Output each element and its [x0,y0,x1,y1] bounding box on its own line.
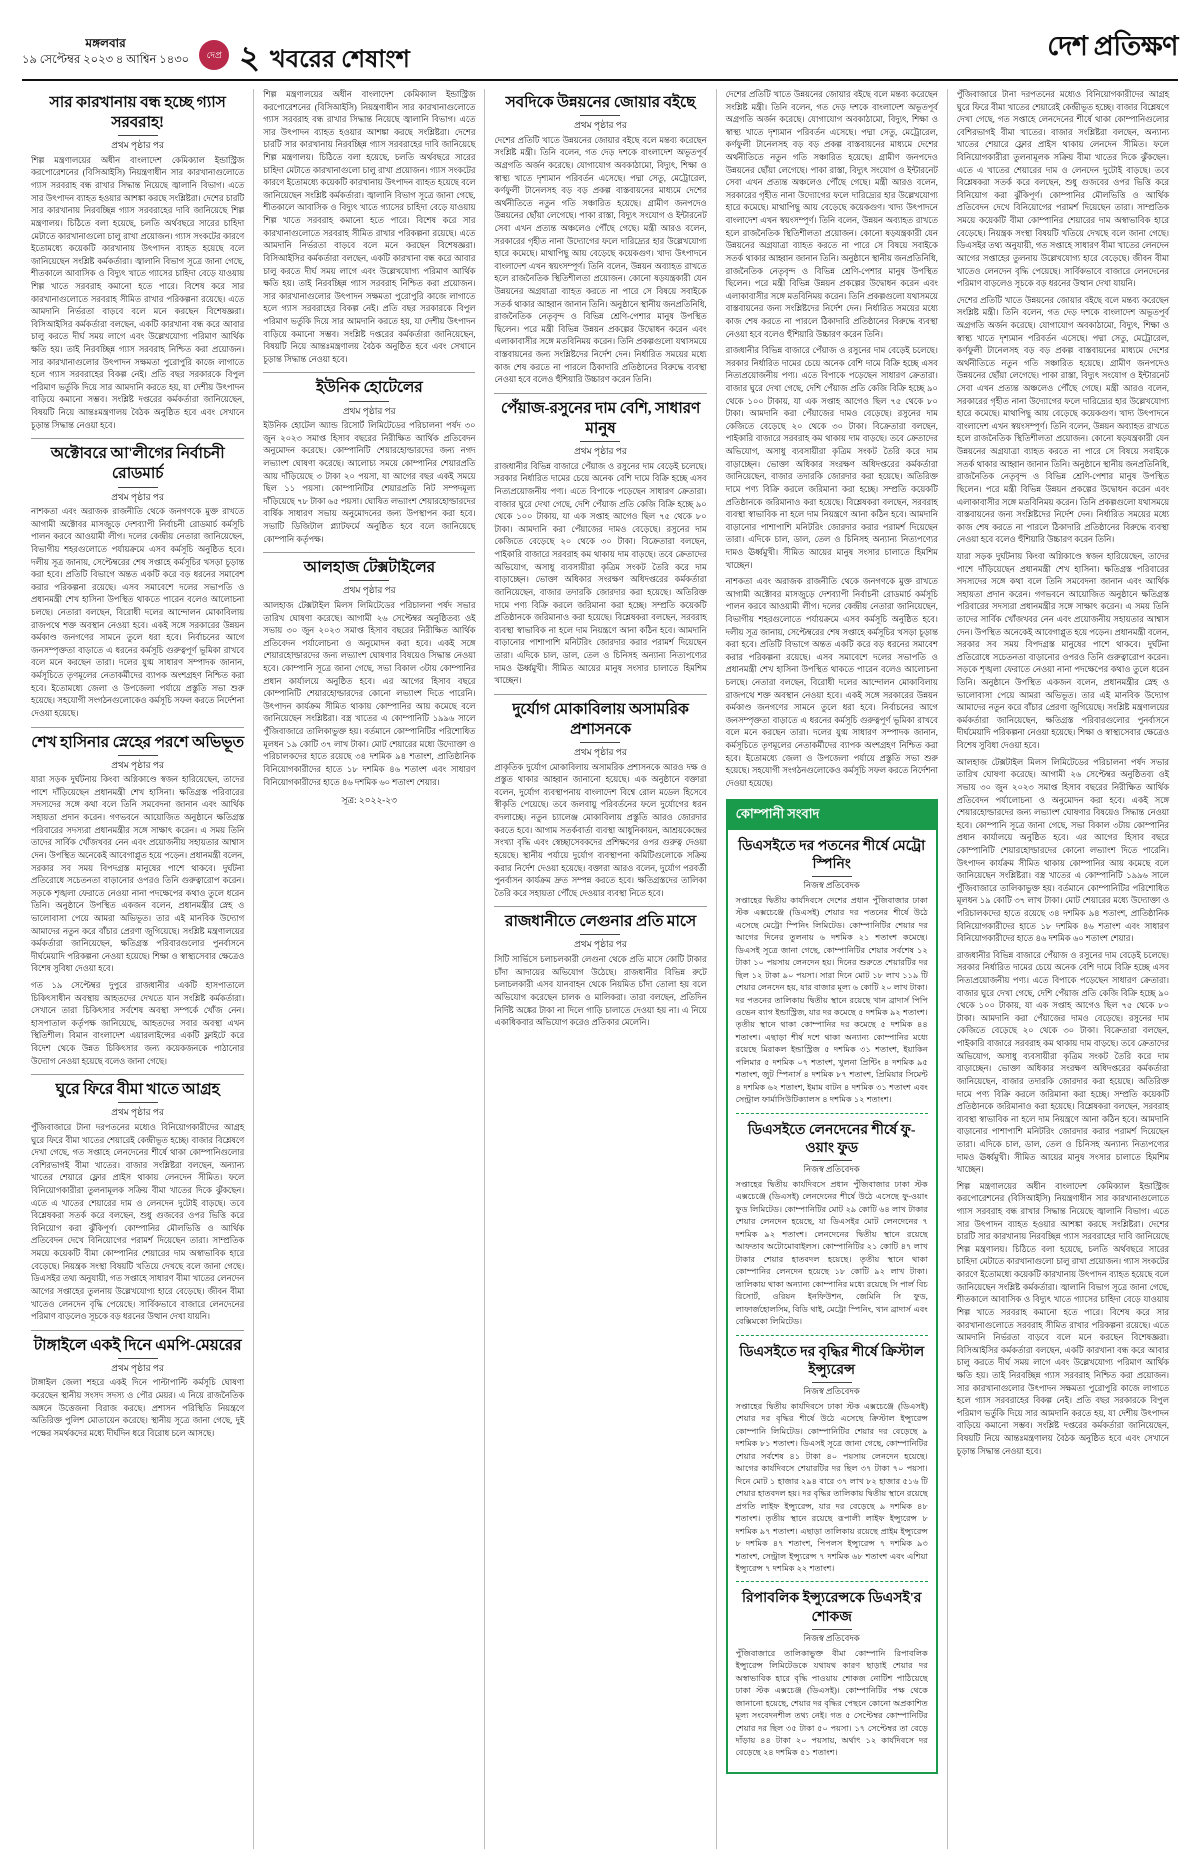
company-news-box [726,799,938,1774]
byline-text: প্রথম পৃষ্ঠার পর [111,491,164,502]
headline-sheikh-hasina: শেখ হাসিনার স্নেহের পরশে অভিভূত [31,733,244,751]
body-col5-continuation-6: শিল্প মন্ত্রণালয়ের অধীন বাংলাদেশ কেমিক্যাল ইন্ডাস্ট্রিজ করপোরেশনের (বিসিআইসি) নিয়ন্ত্রণাধীন সার কারখানাগুলোতে গ্যাস সরবরাহ বন্ধ রাখার সিদ্ধান্ত নিয়েছে জ্বালানি বিভাগ। এতে সার উৎপাদন ব্যাহত হওয়ার আশঙ্কা করছে সংশ্লিষ্টরা। দেশের চারটি সার কারখানায় নিরবচ্ছিন্ন গ্যাস সরবরাহের দাবি জানিয়েছে শিল্প মন্ত্রণালয়। চিঠিতে বলা হয়েছে, চলতি অর্থবছরে সারের চাহিদা মেটাতে কারখানাগুলো চালু রাখা প্রয়োজন। গ্যাস সংকটের কারণে ইতোমধ্যে কয়েকটি কারখানায় উৎপাদন ব্যাহত হয়েছে বলে জানিয়েছেন সংশ্লিষ্ট কর্মকর্তারা। জ্বালানি বিভাগ সূত্রে জানা গেছে, শীতকালে আবাসিক ও বিদ্যুৎ খাতে গ্যাসের চাহিদা বেড়ে যাওয়ায় শিল্প খাতে সরবরাহ কমানো হতে পারে। বিশেষ করে সার কারখানাগুলোতে সরবরাহ সীমিত রাখার পরিকল্পনা রয়েছে। এতে আমদানি নির্ভরতা বাড়বে বলে মনে করছেন বিশেষজ্ঞরা। বিসিআইসির কর্মকর্তারা বলছেন, একটি কারখানা বন্ধ করে আবার চালু করতে দীর্ঘ সময় লাগে এবং উল্লেখযোগ্য পরিমাণ আর্থিক ক্ষতি হয়। তাই নিরবচ্ছিন্ন গ্যাস সরবরাহ নিশ্চিত করা প্রয়োজন। সার কারখানাগুলোর উৎপাদন সক্ষমতা পুরোপুরি কাজে লাগাতে হলে গ্যাস সরবরাহের বিকল্প নেই। প্রতি বছর সরকারকে বিপুল পরিমাণ ভর্তুকি দিয়ে সার আমদানি করতে হয়, যা দেশীয় উৎপাদন বাড়িয়ে কমানো সম্ভব। সংশ্লিষ্ট দপ্তরের কর্মকর্তারা জানিয়েছেন, বিষয়টি নিয়ে আন্তঃমন্ত্রণালয় বৈঠক অনুষ্ঠিত হবে এবং সেখানে চূড়ান্ত সিদ্ধান্ত নেওয়া হবে। [956,1181,1169,1456]
headline-sar-karkhana: সার কারখানায় বন্ধ হচ্ছে গ্যাস সরবরাহ! [49,94,226,132]
company-headline-fuwang-food: ডিএসইতে লেনদেনের শীর্ষে ফু-ওয়াং ফুড [747,1122,916,1156]
divider [494,906,706,907]
masthead-left [22,34,410,73]
byline-continued-4 [31,1102,244,1119]
body-awami-roadmarch: নাশকতা এবং অরাজক রাজনীতি থেকে জনগণকে মুক্ত রাখতে আগামী অক্টোবর মাসজুড়ে দেশব্যাপী নির্বাচনী রোডমার্চ কর্মসূচি পালন করবে আওয়ামী লীগ। দলের কেন্দ্রীয় নেতারা জানিয়েছেন, বিভাগীয় শহরগুলোতে পর্যায়ক্রমে এসব কর্মসূচি অনুষ্ঠিত হবে। দলীয় সূত্র জানায়, সেপ্টেম্বরের শেষ সপ্তাহে কর্মসূচির খসড়া চূড়ান্ত করা হবে। প্রতিটি বিভাগে অন্তত একটি করে বড় ধরনের সমাবেশ করার পরিকল্পনা রয়েছে। এসব সমাবেশে দলের সভাপতি ও প্রধানমন্ত্রী শেখ হাসিনা উপস্থিত থাকতে পারেন বলেও আলোচনা চলছে। নেতারা বলছেন, বিরোধী দলের আন্দোলন মোকাবিলায় রাজপথে শক্ত অবস্থান নেওয়া হবে। একই সঙ্গে সরকারের উন্নয়ন কর্মকাণ্ড জনগণের সামনে তুলে ধরা হবে। নির্বাচনের আগে জনসম্পৃক্ততা বাড়াতে এ ধরনের কর্মসূচি গুরুত্বপূর্ণ ভূমিকা রাখবে বলে মনে করছেন তারা। দলের যুগ্ম সাধারণ সম্পাদক জানান, কর্মসূচিতে তৃণমূলের নেতাকর্মীদের ব্যাপক অংশগ্রহণ নিশ্চিত করা হবে। ইতোমধ্যে জেলা ও উপজেলা পর্যায়ে প্রস্তুতি সভা শুরু হয়েছে। সহযোগী সংগঠনগুলোকেও কর্মসূচি সফল করতে নির্দেশনা দেওয়া হয়েছে। [31,507,245,718]
alhaj-source-note: সূত্র: ২০২২-২৩ [341,795,397,806]
masthead-date: ১৯ সেপ্টেম্বর ২০২৩ ৪ আশ্বিন ১৪৩০ [22,53,190,66]
column-grid [22,89,1178,1849]
masthead [22,26,1178,81]
byline-continued-2 [31,487,244,504]
company-headline-crystal-insurance: ডিএসইতে দর বৃদ্ধির শীর্ষে ক্রিস্টাল ইন্স্যুরেন্স [739,1344,925,1378]
body-bima-khat: পুঁজিবাজারে টানা দরপতনের মধ্যেও বিনিয়োগকারীদের আগ্রহ ঘুরে ফিরে বীমা খাতের শেয়ারেই কেন্দ্রীভূত হচ্ছে। বাজার বিশ্লেষণে দেখা গেছে, গত সপ্তাহে লেনদেনের শীর্ষে থাকা কোম্পানিগুলোর বেশিরভাগই বীমা খাতের। বাজার সংশ্লিষ্টরা বলছেন, অন্যান্য খাতের শেয়ারে ফ্লোর প্রাইস থাকায় লেনদেন সীমিত। ফলে বিনিয়োগকারীরা তুলনামূলক সক্রিয় বীমা খাতের দিকে ঝুঁকছেন। এতে এ খাতের শেয়ারের দাম ও লেনদেন দুটোই বাড়ছে। তবে বিশ্লেষকরা সতর্ক করে বলছেন, শুধু গুজবের ওপর ভিত্তি করে বিনিয়োগ করা ঝুঁকিপূর্ণ। কোম্পানির মৌলভিত্তি ও আর্থিক প্রতিবেদন দেখে বিনিয়োগের পরামর্শ দিয়েছেন তারা। সাম্প্রতিক সময়ে কয়েকটি বীমা কোম্পানির শেয়ারের দাম অস্বাভাবিক হারে বেড়েছে। নিয়ন্ত্রক সংস্থা বিষয়টি খতিয়ে দেখছে বলে জানা গেছে। ডিএসইর তথ্য অনুযায়ী, গত সপ্তাহে সাধারণ বীমা খাতের লেনদেন আগের সপ্তাহের তুলনায় উল্লেখযোগ্য হারে বেড়েছে। জীবন বীমা খাতেও লেনদেন বৃদ্ধি পেয়েছে। সার্বিকভাবে বাজারে লেনদেনের পরিমাণ বাড়লেও সূচকে বড় ধরনের উত্থান দেখা যায়নি। [31,1123,245,1322]
brand-logo: দেশ প্রতিক্ষণ [1047,31,1178,61]
byline-text: প্রথম পৃষ্ঠার পর [342,405,396,416]
body-col5-continuation-3: যারা সড়ক দুর্ঘটনায় কিংবা অগ্নিকাণ্ডে স্বজন হারিয়েছেন, তাদের পাশে দাঁড়িয়েছেন প্রধানমন্ত্রী শেখ হাসিনা। ক্ষতিগ্রস্ত পরিবারের সদস্যদের সঙ্গে কথা বলে তিনি সমবেদনা জানান এবং আর্থিক সহায়তা প্রদান করেন। গণভবনে আয়োজিত অনুষ্ঠানে ক্ষতিগ্রস্ত পরিবারের সদস্যরা প্রধানমন্ত্রীর সঙ্গে সাক্ষাৎ করেন। এ সময় তিনি তাদের সার্বিক খোঁজখবর নেন এবং প্রয়োজনীয় সহায়তার আশ্বাস দেন। উপস্থিত অনেকেই আবেগাপ্লুত হয়ে পড়েন। প্রধানমন্ত্রী বলেন, সরকার সব সময় বিপদগ্রস্ত মানুষের পাশে থাকবে। দুর্ঘটনা প্রতিরোধে সচেতনতা বাড়ানোর ওপরও তিনি গুরুত্বারোপ করেন। সড়কে শৃঙ্খলা ফেরাতে নেওয়া নানা পদক্ষেপের কথাও তুলে ধরেন তিনি। অনুষ্ঠানে উপস্থিত একজন বলেন, প্রধানমন্ত্রীর স্নেহ ও ভালোবাসা পেয়ে আমরা অভিভূত। তার এই মানবিক উদ্যোগ আমাদের নতুন করে বাঁচার প্রেরণা জুগিয়েছে। সংশ্লিষ্ট মন্ত্রণালয়ের কর্মকর্তারা জানিয়েছেন, ক্ষতিগ্রস্ত পরিবারগুলোর পুনর্বাসনে দীর্ঘমেয়াদি পরিকল্পনা নেওয়া হয়েছে। শিক্ষা ও স্বাস্থ্যসেবার ক্ষেত্রেও বিশেষ সুবিধা দেওয়া হবে। [956,551,1169,751]
byline-continued-3 [31,755,244,772]
company-news-item-2 [736,1113,928,1329]
company-news-title: কোম্পানী সংবাদ [728,801,936,830]
byline-text: প্রথম পৃষ্ঠার পর [111,1107,164,1118]
byline-text: প্রথম পৃষ্ঠার পর [574,446,627,457]
company-news-item-4 [736,1581,928,1759]
body-col5-continuation-1: পুঁজিবাজারে টানা দরপতনের মধ্যেও বিনিয়োগকারীদের আগ্রহ ঘুরে ফিরে বীমা খাতের শেয়ারেই কেন্দ্রীভূত হচ্ছে। বাজার বিশ্লেষণে দেখা গেছে, গত সপ্তাহে লেনদেনের শীর্ষে থাকা কোম্পানিগুলোর বেশিরভাগই বীমা খাতের। বাজার সংশ্লিষ্টরা বলছেন, অন্যান্য খাতের শেয়ারে ফ্লোর প্রাইস থাকায় লেনদেন সীমিত। ফলে বিনিয়োগকারীরা তুলনামূলক সক্রিয় বীমা খাতের দিকে ঝুঁকছেন। এতে এ খাতের শেয়ারের দাম ও লেনদেন দুটোই বাড়ছে। তবে বিশ্লেষকরা সতর্ক করে বলছেন, শুধু গুজবের ওপর ভিত্তি করে বিনিয়োগ করা ঝুঁকিপূর্ণ। কোম্পানির মৌলভিত্তি ও আর্থিক প্রতিবেদন দেখে বিনিয়োগের পরামর্শ দিয়েছেন তারা। সাম্প্রতিক সময়ে কয়েকটি বীমা কোম্পানির শেয়ারের দাম অস্বাভাবিক হারে বেড়েছে। নিয়ন্ত্রক সংস্থা বিষয়টি খতিয়ে দেখছে বলে জানা গেছে। ডিএসইর তথ্য অনুযায়ী, গত সপ্তাহে সাধারণ বীমা খাতের লেনদেন আগের সপ্তাহের তুলনায় উল্লেখযোগ্য হারে বেড়েছে। জীবন বীমা খাতেও লেনদেন বৃদ্ধি পেয়েছে। সার্বিকভাবে বাজারে লেনদেনের পরিমাণ বাড়লেও সূচকে বড় ধরনের উত্থান দেখা যায়নি। [956,90,1169,289]
masthead-badge-icon: দেপ্র [199,40,229,70]
company-headline-metro-spinning: ডিএসইতে দর পতনের শীর্ষে মেট্রো স্পিনিং [738,838,926,872]
byline-text: প্রথম পৃষ্ঠার পর [111,140,164,151]
byline-continued-11 [494,934,706,951]
divider [494,694,706,695]
company-byline-1 [736,876,928,892]
byline-continued-9 [494,441,706,458]
divider [31,1074,244,1075]
body-sheikh-hasina: যারা সড়ক দুর্ঘটনায় কিংবা অগ্নিকাণ্ডে স্বজন হারিয়েছেন, তাদের পাশে দাঁড়িয়েছেন প্রধানমন্ত্রী শেখ হাসিনা। ক্ষতিগ্রস্ত পরিবারের সদস্যদের সঙ্গে কথা বলে তিনি সমবেদনা জানান এবং আর্থিক সহায়তা প্রদান করেন। গণভবনে আয়োজিত অনুষ্ঠানে ক্ষতিগ্রস্ত পরিবারের সদস্যরা প্রধানমন্ত্রীর সঙ্গে সাক্ষাৎ করেন। এ সময় তিনি তাদের সার্বিক খোঁজখবর নেন এবং প্রয়োজনীয় সহায়তার আশ্বাস দেন। উপস্থিত অনেকেই আবেগাপ্লুত হয়ে পড়েন। প্রধানমন্ত্রী বলেন, সরকার সব সময় বিপদগ্রস্ত মানুষের পাশে থাকবে। দুর্ঘটনা প্রতিরোধে সচেতনতা বাড়ানোর ওপরও তিনি গুরুত্বারোপ করেন। সড়কে শৃঙ্খলা ফেরাতে নেওয়া নানা পদক্ষেপের কথাও তুলে ধরেন তিনি। অনুষ্ঠানে উপস্থিত একজন বলেন, প্রধানমন্ত্রীর স্নেহ ও ভালোবাসা পেয়ে আমরা অভিভূত। তার এই মানবিক উদ্যোগ আমাদের নতুন করে বাঁচার প্রেরণা জুগিয়েছে। সংশ্লিষ্ট মন্ত্রণালয়ের কর্মকর্তারা জানিয়েছেন, ক্ষতিগ্রস্ত পরিবারগুলোর পুনর্বাসনে দীর্ঘমেয়াদি পরিকল্পনা নেওয়া হয়েছে। শিক্ষা ও স্বাস্থ্যসেবার ক্ষেত্রেও বিশেষ সুবিধা দেওয়া হবে। [31,775,245,974]
company-body-3: সপ্তাহের দ্বিতীয় কার্যদিবসে ঢাকা স্টক এক্সচেঞ্জে (ডিএসই) শেয়ার দর বৃদ্ধির শীর্ষে উঠে এসেছে ক্রিস্টাল ইন্স্যুরেন্স কোম্পানি লিমিটেড। কোম্পানিটির শেয়ার দর বেড়েছে ৯ দশমিক ৮১ শতাংশ। ডিএসই সূত্রে জানা গেছে, কোম্পানিটির শেয়ার সর্বশেষ ৪১ টাকা ৪০ পয়সায় লেনদেন হয়েছে। আগের কার্যদিবসে শেয়ারটির দর ছিল ৩৭ টাকা ৭০ পয়সা। দিনে মোট ১ হাজার ২৯৪ বারে ৩৭ লাখ ৮২ হাজার ৫১৬ টি শেয়ার হাতবদল হয়। দর বৃদ্ধির তালিকায় দ্বিতীয় স্থানে রয়েছে প্রগতি লাইফ ইন্স্যুরেন্স, যার দর বেড়েছে ৯ দশমিক ৪৮ শতাংশ। তৃতীয় স্থানে রয়েছে রূপালী লাইফ ইন্স্যুরেন্স ৮ দশমিক ৯৭ শতাংশ। এছাড়া তালিকায় রয়েছে প্রাইম ইন্স্যুরেন্স ৮ দশমিক ৪৭ শতাংশ, পিপলস ইন্স্যুরেন্স ৭ দশমিক ৯৩ শতাংশ, সেন্ট্রাল ইন্স্যুরেন্স ৭ দশমিক ৬৮ শতাংশ এবং এশিয়া ইন্স্যুরেন্স ৭ দশমিক ২২ শতাংশ। [735,1401,928,1573]
company-news-item-1 [736,838,928,1107]
company-headline-republic-insurance: রিপাবলিক ইন্স্যুরেন্সকে ডিএসই'র শোকজ [741,1591,922,1625]
company-byline-4 [736,1629,928,1645]
byline-continued-10 [494,742,706,759]
byline-text: নিজস্ব প্রতিবেদক [803,1386,860,1397]
body-leguna: সিটি সার্ভিসে চলাচলকারী লেগুনা থেকে প্রতি মাসে কোটি টাকার চাঁদা আদায়ের অভিযোগ উঠেছে। রাজধানীর বিভিন্ন রুটে চলাচলকারী এসব যানবাহন থেকে নিয়মিত চাঁদা তোলা হয় বলে অভিযোগ করেছেন চালক ও মালিকরা। তারা বলছেন, প্রতিদিন নির্দিষ্ট অঙ্কের টাকা না দিলে গাড়ি চালাতে দেওয়া হয় না। এ নিয়ে একাধিকবার অভিযোগ করেও প্রতিকার মেলেনি। [494,955,707,1028]
body-sheikh-hasina-2: গত ১৯ সেপ্টেম্বর দুপুরে রাজধানীর একটি হাসপাতালে চিকিৎসাধীন অবস্থায় আহতদের দেখতে যান সংশ্লিষ্ট কর্মকর্তারা। সেখানে তারা চিকিৎসার সর্বশেষ অবস্থা সম্পর্কে খোঁজ নেন। হাসপাতাল কর্তৃপক্ষ জানিয়েছে, আহতদের সবার অবস্থা এখন স্থিতিশীল। বিমান বাংলাদেশ এয়ারলাইন্সের একটি ফ্লাইটে করে বিদেশ থেকে উন্নত চিকিৎসার জন্য কয়েকজনকে পাঠানোর উদ্যোগ নেওয়া হয়েছে বলেও জানা গেছে। [31,981,245,1066]
byline-text: নিজস্ব প্রতিবেদক [803,1632,860,1643]
masthead-date-block [22,34,189,73]
headline-unnoyon-joyar: সবদিকে উন্নয়নের জোয়ার বইছে [505,94,696,111]
byline-continued-5 [31,1358,244,1375]
company-news-inner [728,830,936,1772]
byline-text: প্রথম পৃষ্ঠার পর [574,747,627,758]
page-number: ২ [239,39,260,75]
divider [263,372,475,373]
body-unnoyon-joyar: দেশের প্রতিটি খাতে উন্নয়নের জোয়ার বইছে বলে মন্তব্য করেছেন সংশ্লিষ্ট মন্ত্রী। তিনি বলেন, গত দেড় দশকে বাংলাদেশ অভূতপূর্ব অগ্রগতি অর্জন করেছে। যোগাযোগ অবকাঠামো, বিদ্যুৎ, শিক্ষা ও স্বাস্থ্য খাতে দৃশ্যমান পরিবর্তন এসেছে। পদ্মা সেতু, মেট্রোরেল, কর্ণফুলী টানেলসহ বড় বড় প্রকল্প বাস্তবায়নের মাধ্যমে দেশের অর্থনীতিতে নতুন গতি সঞ্চারিত হয়েছে। গ্রামীণ জনপদেও উন্নয়নের ছোঁয়া লেগেছে। পাকা রাস্তা, বিদ্যুৎ সংযোগ ও ইন্টারনেট সেবা এখন প্রত্যন্ত অঞ্চলেও পৌঁছে গেছে। মন্ত্রী আরও বলেন, সরকারের গৃহীত নানা উদ্যোগের ফলে দারিদ্র্যের হার উল্লেখযোগ্য হারে কমেছে। মাথাপিছু আয় বেড়েছে কয়েকগুণ। খাদ্য উৎপাদনে বাংলাদেশ এখন স্বয়ংসম্পূর্ণ। তিনি বলেন, উন্নয়ন অব্যাহত রাখতে হলে রাজনৈতিক স্থিতিশীলতা প্রয়োজন। কোনো ষড়যন্ত্রকারী যেন উন্নয়নের অগ্রযাত্রা ব্যাহত করতে না পারে সে বিষয়ে সবাইকে সতর্ক থাকার আহ্বান জানান তিনি। অনুষ্ঠানে স্থানীয় জনপ্রতিনিধি, রাজনৈতিক নেতৃবৃন্দ ও বিভিন্ন শ্রেণি-পেশার মানুষ উপস্থিত ছিলেন। পরে মন্ত্রী বিভিন্ন উন্নয়ন প্রকল্পের উদ্বোধন করেন এবং এলাকাবাসীর সঙ্গে মতবিনিময় করেন। তিনি প্রকল্পগুলো যথাসময়ে বাস্তবায়নের জন্য সংশ্লিষ্টদের নির্দেশ দেন। নির্ধারিত সময়ের মধ্যে কাজ শেষ করতে না পারলে ঠিকাদারি প্রতিষ্ঠানের বিরুদ্ধে ব্যবস্থা নেওয়া হবে বলেও হুঁশিয়ারি উচ্চারণ করেন তিনি। [494,135,707,385]
column-3 [484,89,715,1849]
body-col5-continuation-4: আলহাজ টেক্সটাইল মিলস লিমিটেডের পরিচালনা পর্ষদ সভার তারিখ ঘোষণা করেছে। আগামী ২৬ সেপ্টেম্বর অনুষ্ঠিতব্য ওই সভায় ৩০ জুন ২০২৩ সমাপ্ত হিসাব বছরের নিরীক্ষিত আর্থিক প্রতিবেদন পর্যালোচনা ও অনুমোদন করা হবে। একই সঙ্গে শেয়ারহোল্ডারদের জন্য লভ্যাংশ ঘোষণার বিষয়েও সিদ্ধান্ত নেওয়া হবে। কোম্পানি সূত্রে জানা গেছে, সভা বিকাল ৩টায় কোম্পানির প্রধান কার্যালয়ে অনুষ্ঠিত হবে। এর আগের হিসাব বছরে কোম্পানিটি শেয়ারহোল্ডারদের কোনো লভ্যাংশ দিতে পারেনি। উৎপাদন কার্যক্রম সীমিত থাকায় কোম্পানির আয় কমেছে বলে জানিয়েছেন সংশ্লিষ্টরা। বস্ত্র খাতের এ কোম্পানিটি ১৯৯৬ সালে পুঁজিবাজারে তালিকাভুক্ত হয়। বর্তমানে কোম্পানিটির পরিশোধিত মূলধন ১৯ কোটি ৩৭ লাখ টাকা। মোট শেয়ারের মধ্যে উদ্যোক্তা ও পরিচালকদের হাতে রয়েছে ৩৪ দশমিক ৯৪ শতাংশ, প্রাতিষ্ঠানিক বিনিয়োগকারীদের হাতে ১৮ দশমিক ৪৬ শতাংশ এবং সাধারণ বিনিয়োগকারীদের হাতে ৪৬ দশমিক ৬০ শতাংশ শেয়ার। [956,757,1169,944]
byline-text: প্রথম পৃষ্ঠার পর [111,1362,164,1373]
divider [31,1330,244,1331]
byline-continued-6 [263,401,475,418]
headline-unique-hotel: ইউনিক হোটেলের [315,379,423,397]
body-sar-karkhana: শিল্প মন্ত্রণালয়ের অধীন বাংলাদেশ কেমিক্যাল ইন্ডাস্ট্রিজ করপোরেশনের (বিসিআইসি) নিয়ন্ত্রণাধীন সার কারখানাগুলোতে গ্যাস সরবরাহ বন্ধ রাখার সিদ্ধান্ত নিয়েছে জ্বালানি বিভাগ। এতে সার উৎপাদন ব্যাহত হওয়ার আশঙ্কা করছে সংশ্লিষ্টরা। দেশের চারটি সার কারখানায় নিরবচ্ছিন্ন গ্যাস সরবরাহের দাবি জানিয়েছে শিল্প মন্ত্রণালয়। চিঠিতে বলা হয়েছে, চলতি অর্থবছরে সারের চাহিদা মেটাতে কারখানাগুলো চালু রাখা প্রয়োজন। গ্যাস সংকটের কারণে ইতোমধ্যে কয়েকটি কারখানায় উৎপাদন ব্যাহত হয়েছে বলে জানিয়েছেন সংশ্লিষ্ট কর্মকর্তারা। জ্বালানি বিভাগ সূত্রে জানা গেছে, শীতকালে আবাসিক ও বিদ্যুৎ খাতে গ্যাসের চাহিদা বেড়ে যাওয়ায় শিল্প খাতে সরবরাহ কমানো হতে পারে। বিশেষ করে সার কারখানাগুলোতে সরবরাহ সীমিত রাখার পরিকল্পনা রয়েছে। এতে আমদানি নির্ভরতা বাড়বে বলে মনে করছেন বিশেষজ্ঞরা। বিসিআইসির কর্মকর্তারা বলছেন, একটি কারখানা বন্ধ করে আবার চালু করতে দীর্ঘ সময় লাগে এবং উল্লেখযোগ্য পরিমাণ আর্থিক ক্ষতি হয়। তাই নিরবচ্ছিন্ন গ্যাস সরবরাহ নিশ্চিত করা প্রয়োজন। সার কারখানাগুলোর উৎপাদন সক্ষমতা পুরোপুরি কাজে লাগাতে হলে গ্যাস সরবরাহের বিকল্প নেই। প্রতি বছর সরকারকে বিপুল পরিমাণ ভর্তুকি দিয়ে সার আমদানি করতে হয়, যা দেশীয় উৎপাদন বাড়িয়ে কমানো সম্ভব। সংশ্লিষ্ট দপ্তরের কর্মকর্তারা জানিয়েছেন, বিষয়টি নিয়ে আন্তঃমন্ত্রণালয় বৈঠক অনুষ্ঠিত হবে এবং সেখানে চূড়ান্ত সিদ্ধান্ত নেওয়া হবে। [31,155,245,430]
column-1 [22,89,253,1849]
byline-text: প্রথম পৃষ্ঠার পর [342,585,396,596]
headline-awami-roadmarch: অক্টোবরে আ'লীগের নির্বাচনী রোডমার্চ [50,445,225,483]
masthead-day: মঙ্গলবার [85,35,126,50]
headline-bima-khat: ঘুরে ফিরে বীমা খাতে আগ্রহ [55,1081,220,1099]
section-title: খবরের শেষাংশ [269,47,410,73]
headline-alhaj-textile: আলহাজ টেক্সটাইলের [303,559,435,577]
byline-continued [31,135,244,152]
byline-text: নিজস্ব প্রতিবেদক [803,1164,860,1175]
divider [31,438,244,439]
byline-text: প্রথম পৃষ্ঠার পর [574,939,627,950]
body-col5-continuation-2: দেশের প্রতিটি খাতে উন্নয়নের জোয়ার বইছে বলে মন্তব্য করেছেন সংশ্লিষ্ট মন্ত্রী। তিনি বলেন, গত দেড় দশকে বাংলাদেশ অভূতপূর্ব অগ্রগতি অর্জন করেছে। যোগাযোগ অবকাঠামো, বিদ্যুৎ, শিক্ষা ও স্বাস্থ্য খাতে দৃশ্যমান পরিবর্তন এসেছে। পদ্মা সেতু, মেট্রোরেল, কর্ণফুলী টানেলসহ বড় বড় প্রকল্প বাস্তবায়নের মাধ্যমে দেশের অর্থনীতিতে নতুন গতি সঞ্চারিত হয়েছে। গ্রামীণ জনপদেও উন্নয়নের ছোঁয়া লেগেছে। পাকা রাস্তা, বিদ্যুৎ সংযোগ ও ইন্টারনেট সেবা এখন প্রত্যন্ত অঞ্চলেও পৌঁছে গেছে। মন্ত্রী আরও বলেন, সরকারের গৃহীত নানা উদ্যোগের ফলে দারিদ্র্যের হার উল্লেখযোগ্য হারে কমেছে। মাথাপিছু আয় বেড়েছে কয়েকগুণ। খাদ্য উৎপাদনে বাংলাদেশ এখন স্বয়ংসম্পূর্ণ। তিনি বলেন, উন্নয়ন অব্যাহত রাখতে হলে রাজনৈতিক স্থিতিশীলতা প্রয়োজন। কোনো ষড়যন্ত্রকারী যেন উন্নয়নের অগ্রযাত্রা ব্যাহত করতে না পারে সে বিষয়ে সবাইকে সতর্ক থাকার আহ্বান জানান তিনি। অনুষ্ঠানে স্থানীয় জনপ্রতিনিধি, রাজনৈতিক নেতৃবৃন্দ ও বিভিন্ন শ্রেণি-পেশার মানুষ উপস্থিত ছিলেন। পরে মন্ত্রী বিভিন্ন উন্নয়ন প্রকল্পের উদ্বোধন করেন এবং এলাকাবাসীর সঙ্গে মতবিনিময় করেন। তিনি প্রকল্পগুলো যথাসময়ে বাস্তবায়নের জন্য সংশ্লিষ্টদের নির্দেশ দেন। নির্ধারিত সময়ের মধ্যে কাজ শেষ করতে না পারলে ঠিকাদারি প্রতিষ্ঠানের বিরুদ্ধে ব্যবস্থা নেওয়া হবে বলেও হুঁশিয়ারি উচ্চারণ করেন তিনি। [956,295,1169,545]
body-tangail-mp: টাঙ্গাইল জেলা শহরে একই দিনে পাল্টাপাল্টি কর্মসূচি ঘোষণা করেছেন স্থানীয় সংসদ সদস্য ও পৌর মেয়র। এ নিয়ে রাজনৈতিক অঙ্গনে উত্তেজনা বিরাজ করছে। প্রশাসন পরিস্থিতি নিয়ন্ত্রণে অতিরিক্ত পুলিশ মোতায়েন করেছে। স্থানীয় সূত্রে জানা গেছে, দুই পক্ষের সমর্থকদের মধ্যে দীর্ঘদিন ধরে বিরোধ চলে আসছে। [31,1378,245,1438]
divider [31,727,244,728]
company-body-1: সপ্তাহের দ্বিতীয় কার্যদিবসে দেশের প্রধান পুঁজিবাজার ঢাকা স্টক এক্সচেঞ্জে (ডিএসই) শেয়ার দর পতনের শীর্ষে উঠে এসেছে মেট্রো স্পিনিং লিমিটেড। কোম্পানিটির শেয়ার দর আগের দিনের তুলনায় ৬ দশমিক ২১ শতাংশ কমেছে। ডিএসই সূত্রে জানা গেছে, কোম্পানিটির শেয়ার সর্বশেষ ১২ টাকা ১০ পয়সায় লেনদেন হয়। দিনের শুরুতে শেয়ারটির দর ছিল ১২ টাকা ৯০ পয়সা। সারা দিনে মোট ১৮ লাখ ১১৯ টি শেয়ার লেনদেন হয়, যার বাজার মূল্য ৬ কোটি ২০ লাখ টাকা। দর পতনের তালিকায় দ্বিতীয় স্থানে রয়েছে খান ব্রাদার্স পিপি ওভেন ব্যাগ ইন্ডাস্ট্রিজ, যার দর কমেছে ৫ দশমিক ৯২ শতাংশ। তৃতীয় স্থানে থাকা কোম্পানির দর কমেছে ৫ দশমিক ৪৪ শতাংশ। এছাড়া শীর্ষ দশে থাকা অন্যান্য কোম্পানির মধ্যে রয়েছে মিরাকল ইন্ডাস্ট্রিজ ৫ দশমিক ৩১ শতাংশ, ইয়াকিন পলিমার ৫ দশমিক ০৭ শতাংশ, খুলনা প্রিন্টিং ৪ দশমিক ৯৫ শতাংশ, জুট স্পিনার্স ৪ দশমিক ৮৭ শতাংশ, প্রিমিয়ার সিমেন্ট ৪ দশমিক ৬২ শতাংশ, ইমাম বাটন ৪ দশমিক ৩১ শতাংশ এবং সেন্ট্রাল ফার্মাসিউটিক্যালস ৪ দশমিক ১২ শতাংশ। [735,895,928,1105]
body-alhaj-textile: আলহাজ টেক্সটাইল মিলস লিমিটেডের পরিচালনা পর্ষদ সভার তারিখ ঘোষণা করেছে। আগামী ২৬ সেপ্টেম্বর অনুষ্ঠিতব্য ওই সভায় ৩০ জুন ২০২৩ সমাপ্ত হিসাব বছরের নিরীক্ষিত আর্থিক প্রতিবেদন পর্যালোচনা ও অনুমোদন করা হবে। একই সঙ্গে শেয়ারহোল্ডারদের জন্য লভ্যাংশ ঘোষণার বিষয়েও সিদ্ধান্ত নেওয়া হবে। কোম্পানি সূত্রে জানা গেছে, সভা বিকাল ৩টায় কোম্পানির প্রধান কার্যালয়ে অনুষ্ঠিত হবে। এর আগের হিসাব বছরে কোম্পানিটি শেয়ারহোল্ডারদের কোনো লভ্যাংশ দিতে পারেনি। উৎপাদন কার্যক্রম সীমিত থাকায় কোম্পানির আয় কমেছে বলে জানিয়েছেন সংশ্লিষ্টরা। বস্ত্র খাতের এ কোম্পানিটি ১৯৯৬ সালে পুঁজিবাজারে তালিকাভুক্ত হয়। বর্তমানে কোম্পানিটির পরিশোধিত মূলধন ১৯ কোটি ৩৭ লাখ টাকা। মোট শেয়ারের মধ্যে উদ্যোক্তা ও পরিচালকদের হাতে রয়েছে ৩৪ দশমিক ৯৪ শতাংশ, প্রাতিষ্ঠানিক বিনিয়োগকারীদের হাতে ১৮ দশমিক ৪৬ শতাংশ এবং সাধারণ বিনিয়োগকারীদের হাতে ৪৬ দশমিক ৬০ শতাংশ শেয়ার। [263,600,476,787]
column-2 [253,89,484,1849]
byline-text: প্রথম পৃষ্ঠার পর [574,120,627,131]
body-col5-continuation-5: রাজধানীর বিভিন্ন বাজারে পেঁয়াজ ও রসুনের দাম বেড়েই চলেছে। সরকার নির্ধারিত দামের চেয়ে অনেক বেশি দামে বিক্রি হচ্ছে এসব নিত্যপ্রয়োজনীয় পণ্য। এতে বিপাকে পড়েছেন সাধারণ ক্রেতারা। বাজার ঘুরে দেখা গেছে, দেশি পেঁয়াজ প্রতি কেজি বিক্রি হচ্ছে ৯০ থেকে ১০০ টাকায়, যা এক সপ্তাহ আগেও ছিল ৭৫ থেকে ৮০ টাকা। আমদানি করা পেঁয়াজের দামও বেড়েছে। রসুনের দাম কেজিতে বেড়েছে ২০ থেকে ৩০ টাকা। বিক্রেতারা বলছেন, পাইকারি বাজারে সরবরাহ কম থাকায় দাম বাড়ছে। তবে ক্রেতাদের অভিযোগ, অসাধু ব্যবসায়ীরা কৃত্রিম সংকট তৈরি করে দাম বাড়াচ্ছেন। ভোক্তা অধিকার সংরক্ষণ অধিদপ্তরের কর্মকর্তারা জানিয়েছেন, বাজার তদারকি জোরদার করা হয়েছে। অতিরিক্ত দামে পণ্য বিক্রি করলে জরিমানা করা হচ্ছে। সম্প্রতি কয়েকটি প্রতিষ্ঠানকে জরিমানাও করা হয়েছে। বিশ্লেষকরা বলছেন, সরবরাহ ব্যবস্থা স্বাভাবিক না হলে দাম নিয়ন্ত্রণে আনা কঠিন হবে। আমদানি বাড়ানোর পাশাপাশি মনিটরিং জোরদার করার পরামর্শ দিয়েছেন তারা। এদিকে চাল, ডাল, তেল ও চিনিসহ অন্যান্য নিত্যপণ্যের দামও ঊর্ধ্বমুখী। সীমিত আয়ের মানুষ সংসার চালাতে হিমশিম খাচ্ছেন। [956,950,1169,1175]
body-durjog: প্রাকৃতিক দুর্যোগ মোকাবিলায় অসামরিক প্রশাসনকে আরও দক্ষ ও প্রস্তুত থাকার আহ্বান জানানো হয়েছে। এক অনুষ্ঠানে বক্তারা বলেন, দুর্যোগ ব্যবস্থাপনায় বাংলাদেশ বিশ্বে রোল মডেল হিসেবে স্বীকৃতি পেয়েছে। তবে জলবায়ু পরিবর্তনের ফলে দুর্যোগের ধরন বদলাচ্ছে। নতুন চ্যালেঞ্জ মোকাবিলায় প্রস্তুতি আরও জোরদার করতে হবে। আগাম সতর্কবার্তা ব্যবস্থা আধুনিকায়ন, আশ্রয়কেন্দ্রের সংখ্যা বৃদ্ধি এবং স্বেচ্ছাসেবকদের প্রশিক্ষণের ওপর গুরুত্ব দেওয়া হয়েছে। স্থানীয় পর্যায়ে দুর্যোগ ব্যবস্থাপনা কমিটিগুলোকে সক্রিয় করার নির্দেশ দেওয়া হয়েছে। বক্তারা আরও বলেন, দুর্যোগ পরবর্তী পুনর্বাসন কার্যক্রম দ্রুত সম্পন্ন করতে হবে। ক্ষতিগ্রস্তদের তালিকা তৈরি করে সহায়তা পৌঁছে দেওয়ার ব্যবস্থা নিতে হবে। [494,762,707,898]
divider [263,552,475,553]
body-col4-continuation-1: দেশের প্রতিটি খাতে উন্নয়নের জোয়ার বইছে বলে মন্তব্য করেছেন সংশ্লিষ্ট মন্ত্রী। তিনি বলেন, গত দেড় দশকে বাংলাদেশ অভূতপূর্ব অগ্রগতি অর্জন করেছে। যোগাযোগ অবকাঠামো, বিদ্যুৎ, শিক্ষা ও স্বাস্থ্য খাতে দৃশ্যমান পরিবর্তন এসেছে। পদ্মা সেতু, মেট্রোরেল, কর্ণফুলী টানেলসহ বড় বড় প্রকল্প বাস্তবায়নের মাধ্যমে দেশের অর্থনীতিতে নতুন গতি সঞ্চারিত হয়েছে। গ্রামীণ জনপদেও উন্নয়নের ছোঁয়া লেগেছে। পাকা রাস্তা, বিদ্যুৎ সংযোগ ও ইন্টারনেট সেবা এখন প্রত্যন্ত অঞ্চলেও পৌঁছে গেছে। মন্ত্রী আরও বলেন, সরকারের গৃহীত নানা উদ্যোগের ফলে দারিদ্র্যের হার উল্লেখযোগ্য হারে কমেছে। মাথাপিছু আয় বেড়েছে কয়েকগুণ। খাদ্য উৎপাদনে বাংলাদেশ এখন স্বয়ংসম্পূর্ণ। তিনি বলেন, উন্নয়ন অব্যাহত রাখতে হলে রাজনৈতিক স্থিতিশীলতা প্রয়োজন। কোনো ষড়যন্ত্রকারী যেন উন্নয়নের অগ্রযাত্রা ব্যাহত করতে না পারে সে বিষয়ে সবাইকে সতর্ক থাকার আহ্বান জানান তিনি। অনুষ্ঠানে স্থানীয় জনপ্রতিনিধি, রাজনৈতিক নেতৃবৃন্দ ও বিভিন্ন শ্রেণি-পেশার মানুষ উপস্থিত ছিলেন। পরে মন্ত্রী বিভিন্ন উন্নয়ন প্রকল্পের উদ্বোধন করেন এবং এলাকাবাসীর সঙ্গে মতবিনিময় করেন। তিনি প্রকল্পগুলো যথাসময়ে বাস্তবায়নের জন্য সংশ্লিষ্টদের নির্দেশ দেন। নির্ধারিত সময়ের মধ্যে কাজ শেষ করতে না পারলে ঠিকাদারি প্রতিষ্ঠানের বিরুদ্ধে ব্যবস্থা নেওয়া হবে বলেও হুঁশিয়ারি উচ্চারণ করেন তিনি। [725,90,938,339]
company-body-2: সপ্তাহের দ্বিতীয় কার্যদিবসে প্রধান পুঁজিবাজার ঢাকা স্টক এক্সচেঞ্জে (ডিএসই) লেনদেনের শীর্ষে উঠে এসেছে ফু-ওয়াং ফুড লিমিটেড। কোম্পানিটির মোট ২৯ কোটি ৬৪ লাখ টাকার শেয়ার লেনদেন হয়েছে, যা ডিএসইর মোট লেনদেনের ৭ দশমিক ৯২ শতাংশ। লেনদেনের দ্বিতীয় স্থানে রয়েছে আফতাব অটোমোবাইলস। কোম্পানিটির ২১ কোটি ৪৭ লাখ টাকার শেয়ার হাতবদল হয়েছে। তৃতীয় স্থানে থাকা কোম্পানির লেনদেন হয়েছে ১৮ কোটি ৯২ লাখ টাকা। তালিকায় থাকা অন্যান্য কোম্পানির মধ্যে রয়েছে সি পার্ল বিচ রিসোর্ট, ওরিয়ন ইনফিউশন, জেমিনি সি ফুড, লাফার্জহোলসিম, বিডি থাই, মেট্রো স্পিনিং, খান ব্রাদার্স এবং বেক্সিমকো লিমিটেড। [735,1180,928,1327]
headline-leguna: রাজধানীতে লেগুনার প্রতি মাসে [504,913,697,931]
headline-durjog: দুর্যোগ মোকাবিলায় অসামরিক প্রশাসনকে [512,700,689,738]
byline-text: প্রথম পৃষ্ঠার পর [111,759,164,770]
byline-text: নিজস্ব প্রতিবেদক [803,879,860,890]
body-col2-continuation: শিল্প মন্ত্রণালয়ের অধীন বাংলাদেশ কেমিক্যাল ইন্ডাস্ট্রিজ করপোরেশনের (বিসিআইসি) নিয়ন্ত্রণাধীন সার কারখানাগুলোতে গ্যাস সরবরাহ বন্ধ রাখার সিদ্ধান্ত নিয়েছে জ্বালানি বিভাগ। এতে সার উৎপাদন ব্যাহত হওয়ার আশঙ্কা করছে সংশ্লিষ্টরা। দেশের চারটি সার কারখানায় নিরবচ্ছিন্ন গ্যাস সরবরাহের দাবি জানিয়েছে শিল্প মন্ত্রণালয়। চিঠিতে বলা হয়েছে, চলতি অর্থবছরে সারের চাহিদা মেটাতে কারখানাগুলো চালু রাখা প্রয়োজন। গ্যাস সংকটের কারণে ইতোমধ্যে কয়েকটি কারখানায় উৎপাদন ব্যাহত হয়েছে বলে জানিয়েছেন সংশ্লিষ্ট কর্মকর্তারা। জ্বালানি বিভাগ সূত্রে জানা গেছে, শীতকালে আবাসিক ও বিদ্যুৎ খাতে গ্যাসের চাহিদা বেড়ে যাওয়ায় শিল্প খাতে সরবরাহ কমানো হতে পারে। বিশেষ করে সার কারখানাগুলোতে সরবরাহ সীমিত রাখার পরিকল্পনা রয়েছে। এতে আমদানি নির্ভরতা বাড়বে বলে মনে করছেন বিশেষজ্ঞরা। বিসিআইসির কর্মকর্তারা বলছেন, একটি কারখানা বন্ধ করে আবার চালু করতে দীর্ঘ সময় লাগে এবং উল্লেখযোগ্য পরিমাণ আর্থিক ক্ষতি হয়। তাই নিরবচ্ছিন্ন গ্যাস সরবরাহ নিশ্চিত করা প্রয়োজন। সার কারখানাগুলোর উৎপাদন সক্ষমতা পুরোপুরি কাজে লাগাতে হলে গ্যাস সরবরাহের বিকল্প নেই। প্রতি বছর সরকারকে বিপুল পরিমাণ ভর্তুকি দিয়ে সার আমদানি করতে হয়, যা দেশীয় উৎপাদন বাড়িয়ে কমানো সম্ভব। সংশ্লিষ্ট দপ্তরের কর্মকর্তারা জানিয়েছেন, বিষয়টি নিয়ে আন্তঃমন্ত্রণালয় বৈঠক অনুষ্ঠিত হবে এবং সেখানে চূড়ান্ত সিদ্ধান্ত নেওয়া হবে। [263,90,476,364]
byline-continued-8 [494,115,706,132]
body-peyaj-rosun: রাজধানীর বিভিন্ন বাজারে পেঁয়াজ ও রসুনের দাম বেড়েই চলেছে। সরকার নির্ধারিত দামের চেয়ে অনেক বেশি দামে বিক্রি হচ্ছে এসব নিত্যপ্রয়োজনীয় পণ্য। এতে বিপাকে পড়েছেন সাধারণ ক্রেতারা। বাজার ঘুরে দেখা গেছে, দেশি পেঁয়াজ প্রতি কেজি বিক্রি হচ্ছে ৯০ থেকে ১০০ টাকায়, যা এক সপ্তাহ আগেও ছিল ৭৫ থেকে ৮০ টাকা। আমদানি করা পেঁয়াজের দামও বেড়েছে। রসুনের দাম কেজিতে বেড়েছে ২০ থেকে ৩০ টাকা। বিক্রেতারা বলছেন, পাইকারি বাজারে সরবরাহ কম থাকায় দাম বাড়ছে। তবে ক্রেতাদের অভিযোগ, অসাধু ব্যবসায়ীরা কৃত্রিম সংকট তৈরি করে দাম বাড়াচ্ছেন। ভোক্তা অধিকার সংরক্ষণ অধিদপ্তরের কর্মকর্তারা জানিয়েছেন, বাজার তদারকি জোরদার করা হয়েছে। অতিরিক্ত দামে পণ্য বিক্রি করলে জরিমানা করা হচ্ছে। সম্প্রতি কয়েকটি প্রতিষ্ঠানকে জরিমানাও করা হয়েছে। বিশ্লেষকরা বলছেন, সরবরাহ ব্যবস্থা স্বাভাবিক না হলে দাম নিয়ন্ত্রণে আনা কঠিন হবে। আমদানি বাড়ানোর পাশাপাশি মনিটরিং জোরদার করার পরামর্শ দিয়েছেন তারা। এদিকে চাল, ডাল, তেল ও চিনিসহ অন্যান্য নিত্যপণ্যের দামও ঊর্ধ্বমুখী। সীমিত আয়ের মানুষ সংসার চালাতে হিমশিম খাচ্ছেন। [494,461,707,686]
divider [494,393,706,394]
column-4 [716,89,947,1849]
company-body-4: পুঁজিবাজারে তালিকাভুক্ত বীমা কোম্পানি রিপাবলিক ইন্স্যুরেন্স লিমিটেডকে যথাযথ কারণ ছাড়াই শেয়ার দর অস্বাভাবিক হারে বৃদ্ধি পাওয়ায় শোকজ নোটিশ পাঠিয়েছে ঢাকা স্টক এক্সচেঞ্জ (ডিএসই)। কোম্পানিটির পক্ষ থেকে জানানো হয়েছে, শেয়ার দর বৃদ্ধির পেছনে কোনো অপ্রকাশিত মূল্য সংবেদনশীল তথ্য নেই। গত ৫ সেপ্টেম্বর কোম্পানিটির শেয়ার দর ছিল ৩৫ টাকা ৫০ পয়সা। ১৭ সেপ্টেম্বর তা বেড়ে দাঁড়ায় ৪৪ টাকা ২০ পয়সায়, অর্থাৎ ১২ কার্যদিবসে দর বেড়েছে ২৪ দশমিক ৫১ শতাংশ। [735,1648,928,1758]
company-byline-3 [736,1382,928,1398]
body-col4-continuation-2: রাজধানীর বিভিন্ন বাজারে পেঁয়াজ ও রসুনের দাম বেড়েই চলেছে। সরকার নির্ধারিত দামের চেয়ে অনেক বেশি দামে বিক্রি হচ্ছে এসব নিত্যপ্রয়োজনীয় পণ্য। এতে বিপাকে পড়েছেন সাধারণ ক্রেতারা। বাজার ঘুরে দেখা গেছে, দেশি পেঁয়াজ প্রতি কেজি বিক্রি হচ্ছে ৯০ থেকে ১০০ টাকায়, যা এক সপ্তাহ আগেও ছিল ৭৫ থেকে ৮০ টাকা। আমদানি করা পেঁয়াজের দামও বেড়েছে। রসুনের দাম কেজিতে বেড়েছে ২০ থেকে ৩০ টাকা। বিক্রেতারা বলছেন, পাইকারি বাজারে সরবরাহ কম থাকায় দাম বাড়ছে। তবে ক্রেতাদের অভিযোগ, অসাধু ব্যবসায়ীরা কৃত্রিম সংকট তৈরি করে দাম বাড়াচ্ছেন। ভোক্তা অধিকার সংরক্ষণ অধিদপ্তরের কর্মকর্তারা জানিয়েছেন, বাজার তদারকি জোরদার করা হয়েছে। অতিরিক্ত দামে পণ্য বিক্রি করলে জরিমানা করা হচ্ছে। সম্প্রতি কয়েকটি প্রতিষ্ঠানকে জরিমানাও করা হয়েছে। বিশ্লেষকরা বলছেন, সরবরাহ ব্যবস্থা স্বাভাবিক না হলে দাম নিয়ন্ত্রণে আনা কঠিন হবে। আমদানি বাড়ানোর পাশাপাশি মনিটরিং জোরদার করার পরামর্শ দিয়েছেন তারা। এদিকে চাল, ডাল, তেল ও চিনিসহ অন্যান্য নিত্যপণ্যের দামও ঊর্ধ্বমুখী। সীমিত আয়ের মানুষ সংসার চালাতে হিমশিম খাচ্ছেন। [725,346,938,570]
body-col4-continuation-3: নাশকতা এবং অরাজক রাজনীতি থেকে জনগণকে মুক্ত রাখতে আগামী অক্টোবর মাসজুড়ে দেশব্যাপী নির্বাচনী রোডমার্চ কর্মসূচি পালন করবে আওয়ামী লীগ। দলের কেন্দ্রীয় নেতারা জানিয়েছেন, বিভাগীয় শহরগুলোতে পর্যায়ক্রমে এসব কর্মসূচি অনুষ্ঠিত হবে। দলীয় সূত্র জানায়, সেপ্টেম্বরের শেষ সপ্তাহে কর্মসূচির খসড়া চূড়ান্ত করা হবে। প্রতিটি বিভাগে অন্তত একটি করে বড় ধরনের সমাবেশ করার পরিকল্পনা রয়েছে। এসব সমাবেশে দলের সভাপতি ও প্রধানমন্ত্রী শেখ হাসিনা উপস্থিত থাকতে পারেন বলেও আলোচনা চলছে। নেতারা বলছেন, বিরোধী দলের আন্দোলন মোকাবিলায় রাজপথে শক্ত অবস্থান নেওয়া হবে। একই সঙ্গে সরকারের উন্নয়ন কর্মকাণ্ড জনগণের সামনে তুলে ধরা হবে। নির্বাচনের আগে জনসম্পৃক্ততা বাড়াতে এ ধরনের কর্মসূচি গুরুত্বপূর্ণ ভূমিকা রাখবে বলে মনে করছেন তারা। দলের যুগ্ম সাধারণ সম্পাদক জানান, কর্মসূচিতে তৃণমূলের নেতাকর্মীদের ব্যাপক অংশগ্রহণ নিশ্চিত করা হবে। ইতোমধ্যে জেলা ও উপজেলা পর্যায়ে প্রস্তুতি সভা শুরু হয়েছে। সহযোগী সংগঠনগুলোকেও কর্মসূচি সফল করতে নির্দেশনা দেওয়া হয়েছে। [725,577,938,788]
company-byline-2 [736,1160,928,1176]
headline-tangail-mp: টাঙ্গাইলে একই দিনে এমপি-মেয়রের [33,1336,242,1354]
body-unique-hotel: ইউনিক হোটেল অ্যান্ড রিসোর্ট লিমিটেডের পরিচালনা পর্ষদ ৩০ জুন ২০২৩ সমাপ্ত হিসাব বছরের নিরীক্ষিত আর্থিক প্রতিবেদন অনুমোদন করেছে। কোম্পানিটি শেয়ারহোল্ডারদের জন্য নগদ লভ্যাংশ ঘোষণা করেছে। আলোচ্য সময়ে কোম্পানির শেয়ারপ্রতি আয় দাঁড়িয়েছে ৩ টাকা ২০ পয়সা, যা আগের বছর একই সময়ে ছিল ১১ পয়সা। কোম্পানিটির শেয়ারপ্রতি নিট সম্পদমূল্য দাঁড়িয়েছে ৭৮ টাকা ৬৫ পয়সা। ঘোষিত লভ্যাংশ শেয়ারহোল্ডারদের বার্ষিক সাধারণ সভায় অনুমোদনের জন্য উপস্থাপন করা হবে। সভাটি ডিজিটাল প্ল্যাটফর্মে অনুষ্ঠিত হবে বলে জানিয়েছে কোম্পানি কর্তৃপক্ষ। [263,421,476,544]
column-5 [947,89,1178,1849]
byline-continued-7 [263,580,475,597]
headline-peyaj-rosun: পেঁয়াজ-রসুনের দাম বেশি, সাধারণ মানুষ [500,399,701,438]
company-news-item-3 [736,1335,928,1576]
